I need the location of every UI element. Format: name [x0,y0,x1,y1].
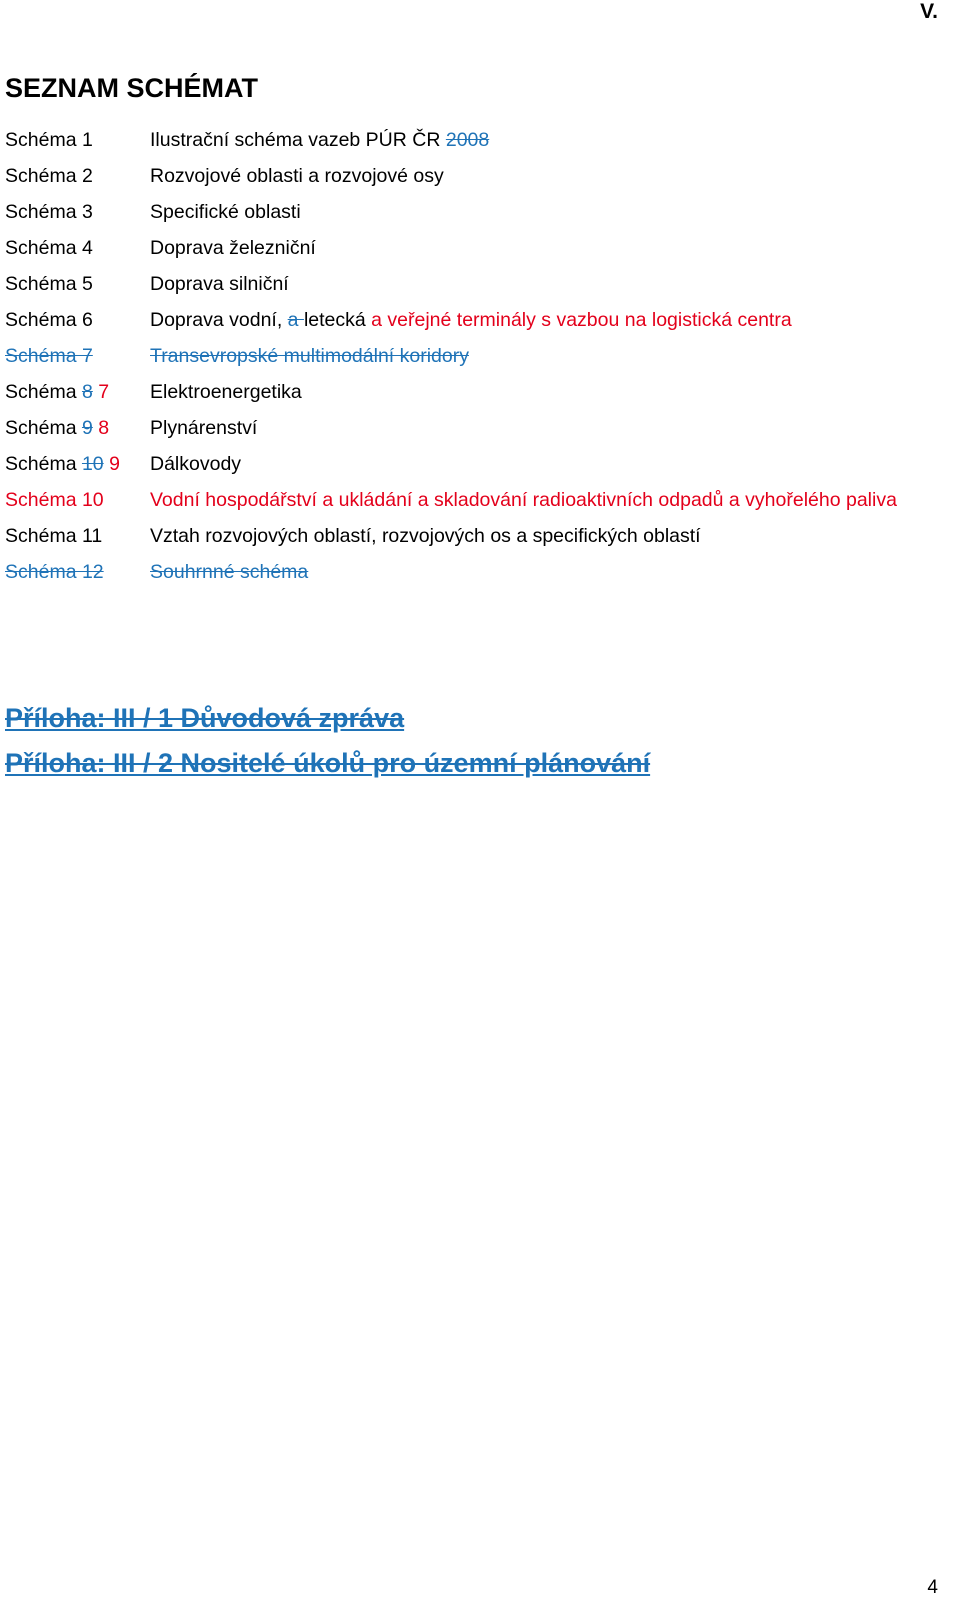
schema-number [5,416,150,440]
schema-title [150,524,940,548]
text-segment: Doprava silniční [150,273,289,295]
annex-link-1[interactable] [5,703,404,734]
schema-row [5,452,940,476]
deleted-text: Schéma 12 [5,561,104,583]
schema-number [5,488,150,512]
schema-row [5,164,940,188]
text-segment: Schéma 4 [5,237,93,259]
deleted-text: 8 [81,381,93,403]
schema-number [5,164,150,188]
inserted-text: 7 [98,381,110,403]
schema-number [5,380,150,404]
schema-row [5,416,940,440]
text-segment: Plynárenství [150,417,258,439]
text-segment: letecká [303,309,372,331]
text-segment: Doprava vodní, [150,309,288,331]
schema-number [5,344,150,368]
corner-mark: V. [920,0,938,23]
deleted-text: 2008 [445,129,490,151]
schema-row [5,344,940,368]
schema-row [5,524,940,548]
schema-title [150,560,940,584]
deleted-text: Schéma 7 [5,345,93,367]
text-segment: Doprava železniční [150,237,316,259]
schema-number [5,236,150,260]
schema-title [150,416,940,440]
schema-title [150,380,940,404]
schema-row [5,236,940,260]
text-segment: Schéma 1 [5,129,93,151]
schema-number [5,200,150,224]
schema-number [5,308,150,332]
schema-title [150,200,940,224]
schema-title [150,128,940,152]
text-segment: Schéma 11 [5,525,103,547]
schema-row [5,128,940,152]
deleted-text: a [287,309,304,331]
schema-number [5,272,150,296]
page-number: 4 [927,1577,938,1598]
schema-number [5,128,150,152]
annex-link-2[interactable] [5,748,650,779]
schema-title [150,308,940,332]
text-segment: Vztah rozvojových oblastí, rozvojových os a specifických oblastí [150,525,701,547]
annex-label: Příloha: III / 2 Nositelé úkolů pro územní plánování [5,748,651,778]
text-segment: Schéma [5,453,82,475]
schema-row [5,308,940,332]
text-segment: Schéma 5 [5,273,93,295]
schema-list [5,128,940,596]
schema-title [150,452,940,476]
text-segment: Schéma [5,381,82,403]
text-segment: Rozvojové oblasti a rozvojové osy [150,165,444,187]
schema-number [5,560,150,584]
schema-title [150,236,940,260]
inserted-text: Vodní hospodářství a ukládání a skladování radioaktivních odpadů a vyhořelého paliva [150,489,897,511]
schema-row [5,380,940,404]
inserted-text: a veřejné terminály s vazbou na logistická centra [371,309,792,331]
inserted-text: Schéma 10 [5,489,104,511]
schema-title [150,164,940,188]
text-segment: Elektroenergetika [150,381,302,403]
schema-row [5,200,940,224]
annex-label: Příloha: III / 1 Důvodová zpráva [5,703,405,733]
text-segment: Dálkovody [150,453,242,475]
text-segment: Schéma 3 [5,201,93,223]
text-segment: Specifické oblasti [150,201,301,223]
deleted-text: 9 [81,417,93,439]
deleted-text: Transevropské multimodální koridory [150,345,469,367]
text-segment: Schéma 2 [5,165,93,187]
schema-row [5,488,940,512]
text-segment: Schéma 6 [5,309,93,331]
schema-title [150,272,940,296]
schema-row [5,560,940,584]
inserted-text: 8 [98,417,110,439]
text-segment: Ilustrační schéma vazeb PÚR ČR [150,129,446,151]
schema-title [150,344,940,368]
schema-title [150,488,940,512]
deleted-text: Souhrnné schéma [150,561,309,583]
page-title: SEZNAM SCHÉMAT [5,73,258,103]
schema-row [5,272,940,296]
text-segment: Schéma [5,417,82,439]
inserted-text: 9 [109,453,120,475]
schema-number [5,452,150,476]
deleted-text: 10 [81,453,104,475]
schema-number [5,524,150,548]
